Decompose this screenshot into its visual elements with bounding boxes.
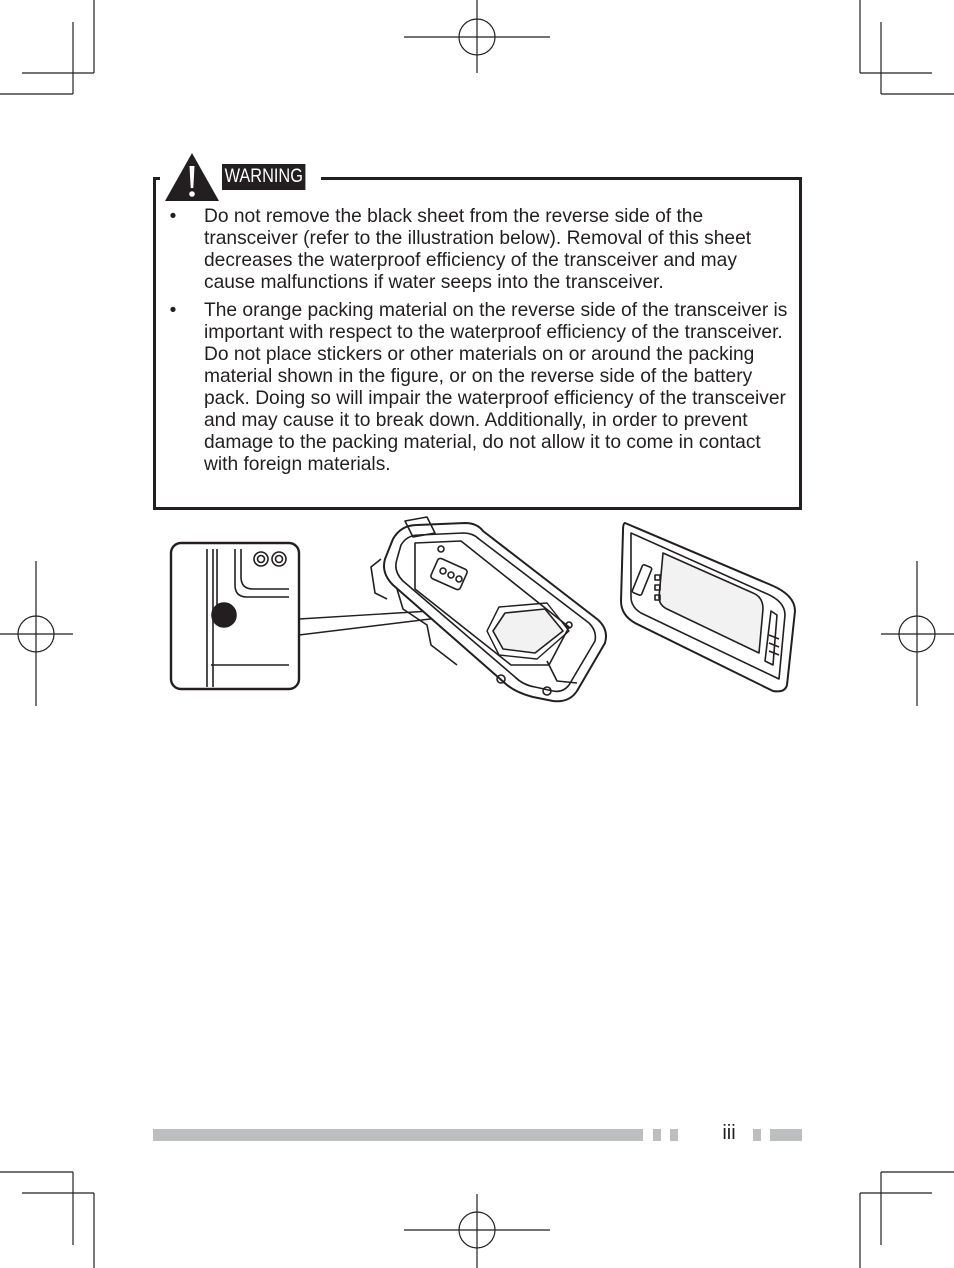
transceiver-illustration: [165, 515, 805, 715]
inset-detail: [171, 543, 299, 689]
battery-pack: [621, 523, 795, 691]
warning-text: Do not remove the black sheet from the reverse side of the transceiver (refer to the illustration below). Removal of this sheet decreases the waterproof efficiency of the transceiver and may cause malfunctions if water seeps into the transceiver.: [204, 206, 752, 293]
footer-bar-segment: [753, 1129, 761, 1141]
list-item: [166, 300, 791, 476]
warning-list: [166, 206, 791, 482]
list-item: [166, 206, 791, 294]
exclamation-triangle-icon: [164, 152, 220, 202]
warning-text: The orange packing material on the reverse side of the transceiver is important with respect to the waterproof efficiency of the transceiver. Do not place stickers or other materials on or around the packing material shown in the figure, or on the reverse side of the battery pack. Doing so will impair the waterproof efficiency of the transceiver and may cause it to break down. Additionally, in order to prevent damage to the packing material, do not allow it to come in contact with foreign materials.: [204, 300, 788, 475]
radio-body: [371, 517, 606, 701]
footer-bar-main: [153, 1129, 643, 1141]
bullet: •: [169, 206, 177, 227]
footer-bar-end: [770, 1129, 802, 1141]
footer-bar-segment: [670, 1129, 678, 1141]
bullet: •: [169, 300, 177, 321]
page-number: iii: [722, 1122, 736, 1144]
footer-bar-segment: [653, 1129, 661, 1141]
warning-label: WARNING: [222, 164, 306, 190]
warning-heading: [160, 152, 321, 202]
